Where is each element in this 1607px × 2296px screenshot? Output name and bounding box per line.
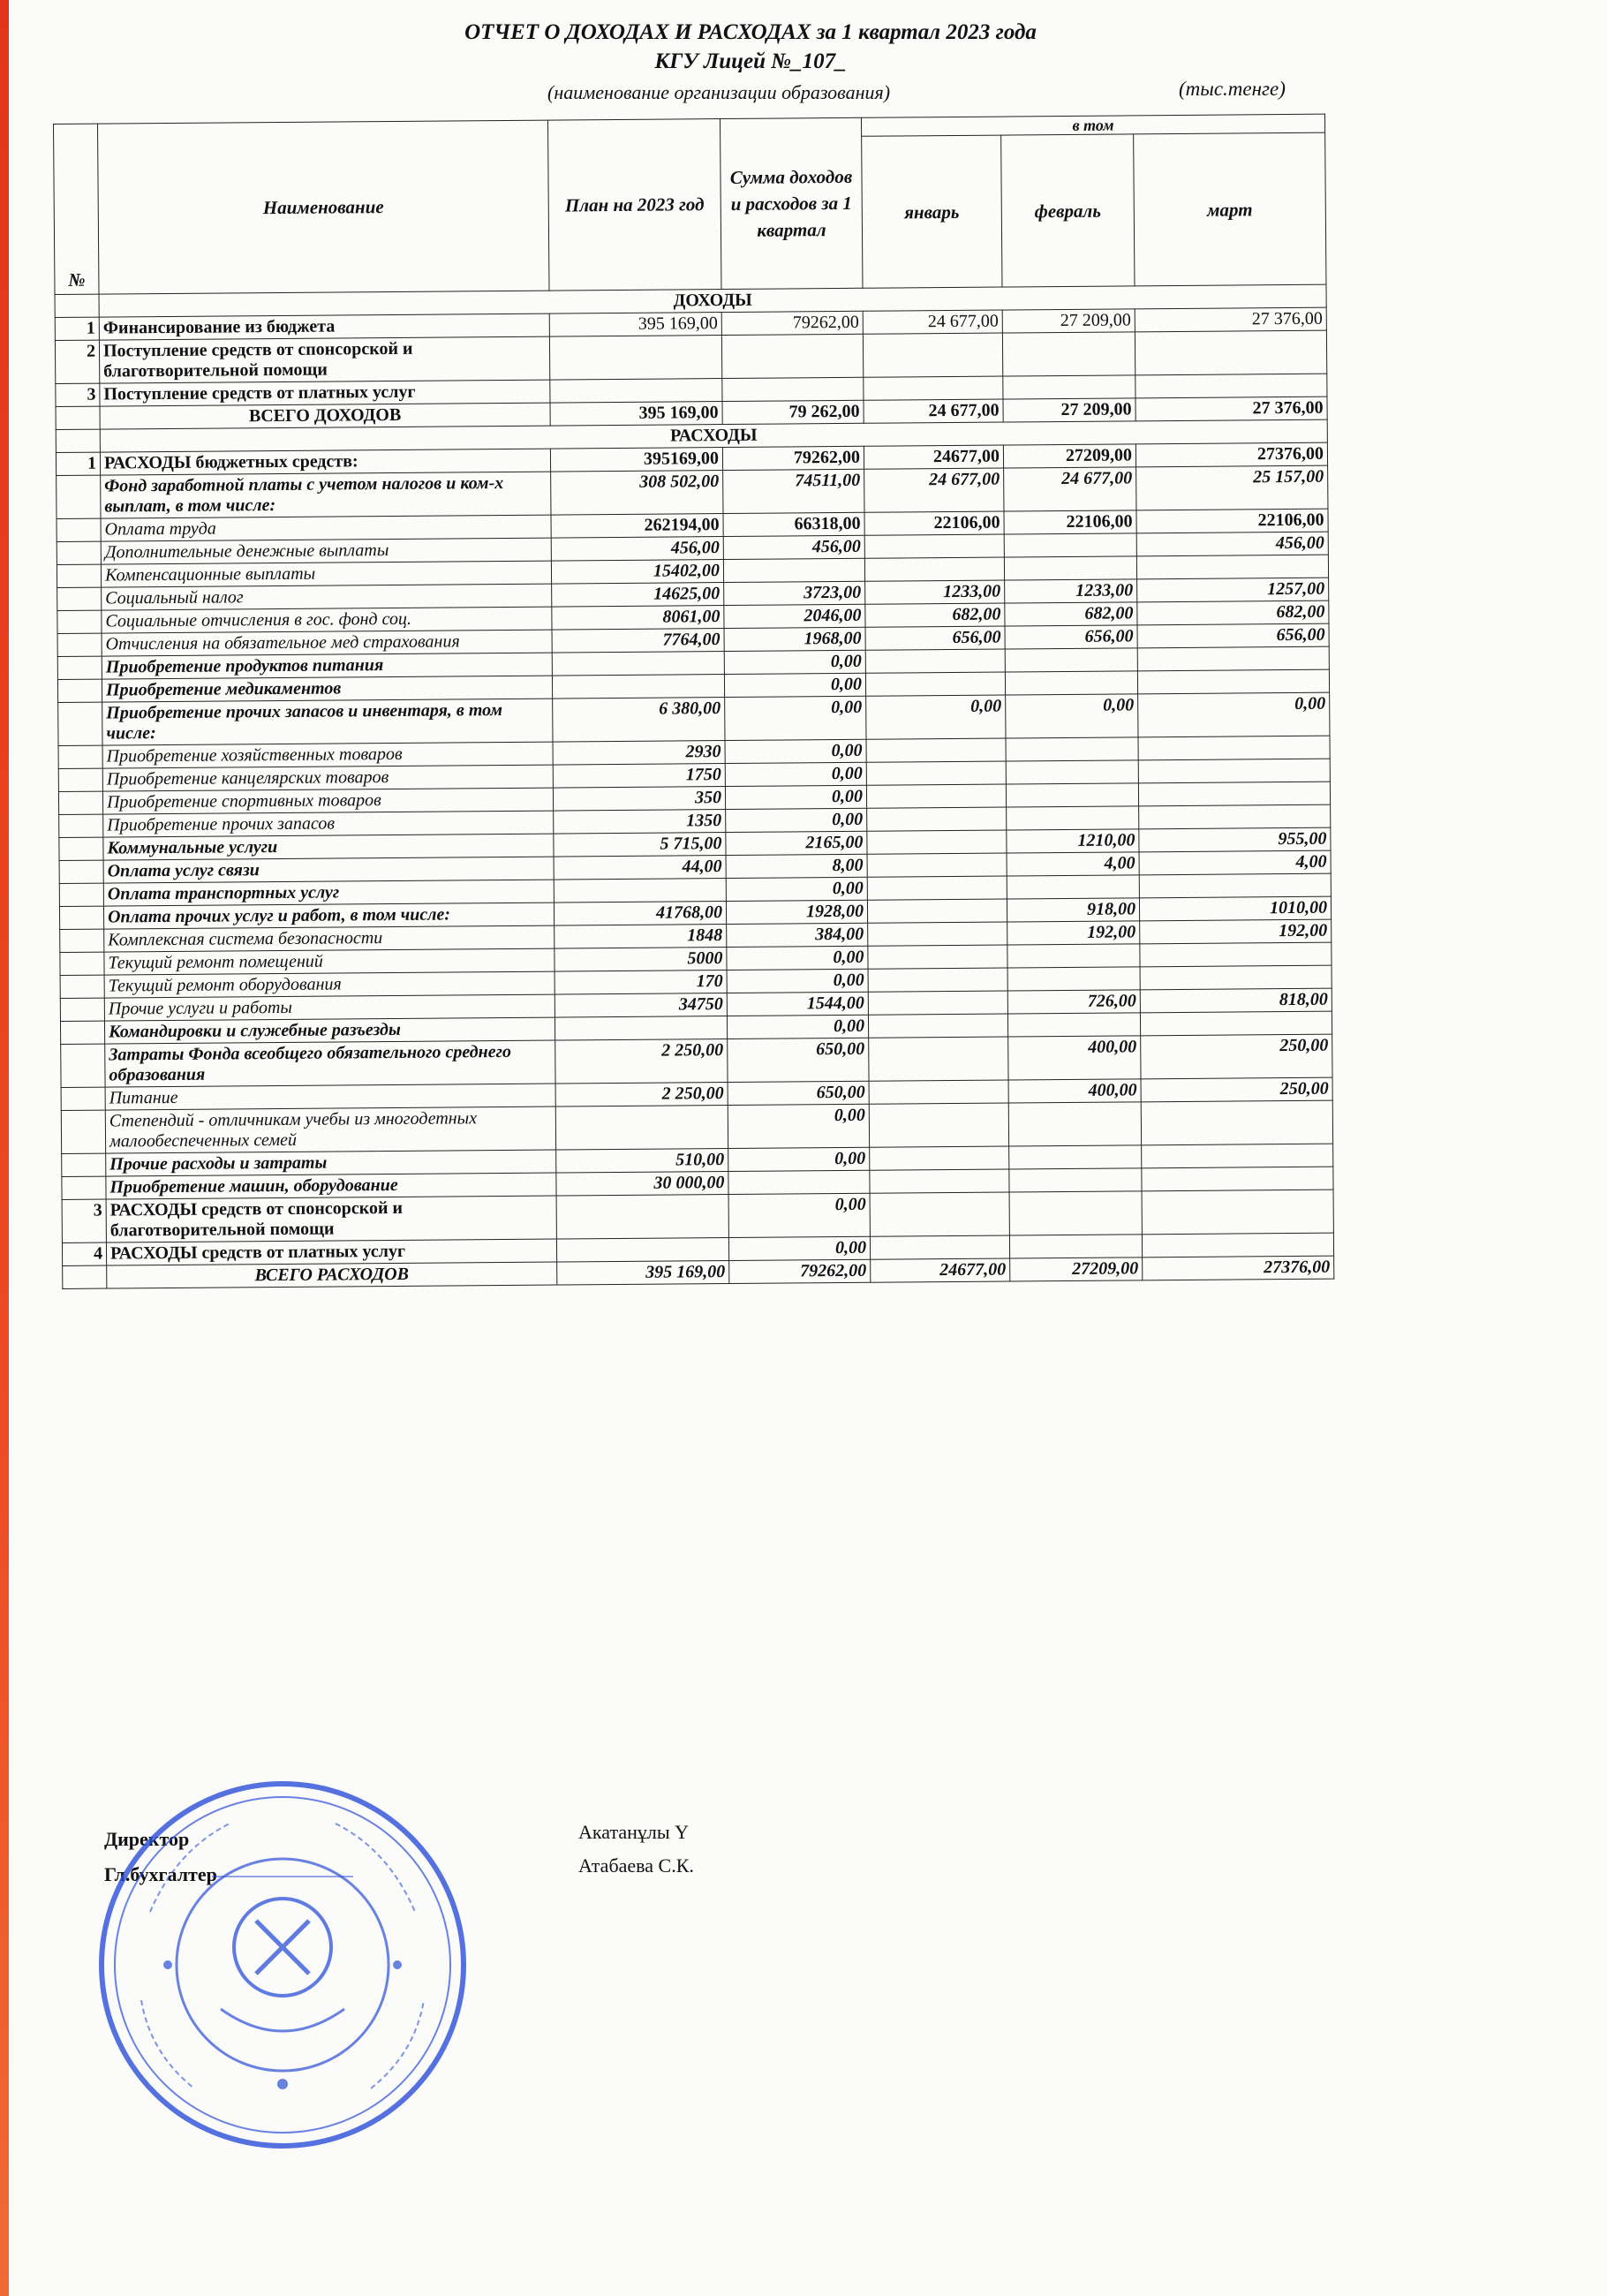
cell-feb: [1004, 533, 1136, 557]
row-no: [57, 564, 101, 587]
cell-mar: 27 376,00: [1135, 307, 1326, 332]
cell-mar: [1142, 1233, 1333, 1258]
cell-sum: 66318,00: [723, 512, 864, 536]
row-no: [59, 860, 103, 883]
cell-sum: 0,00: [725, 762, 866, 786]
row-no: [57, 587, 102, 610]
row-name: Приобретение медикаментов: [102, 676, 552, 702]
cell-jan: [866, 784, 1006, 808]
row-name: Комплексная система безопасности: [104, 925, 555, 952]
row-no: [61, 1044, 105, 1087]
cell-mar: [1141, 1100, 1332, 1145]
row-no: [61, 1087, 105, 1110]
cell-mar: [1140, 1011, 1332, 1036]
cell-mar: 4,00: [1139, 850, 1331, 875]
cell-plan: 456,00: [551, 537, 723, 562]
row-name: Питание: [105, 1084, 555, 1110]
cell-mar: 656,00: [1137, 623, 1329, 648]
cell-feb: 24 677,00: [1004, 467, 1136, 511]
cell-plan: 308 502,00: [551, 471, 723, 516]
cell-sum: 79 262,00: [722, 400, 864, 424]
cell-mar: [1140, 942, 1332, 967]
cell-plan: 1350: [554, 810, 726, 835]
cell-sum: 0,00: [727, 1015, 868, 1038]
cell-mar: [1139, 873, 1331, 898]
row-no: 3: [62, 1199, 106, 1242]
cell-jan: [870, 1146, 1009, 1170]
cell-jan: 22106,00: [864, 511, 1004, 535]
cell-jan: 24677,00: [871, 1258, 1010, 1282]
row-no: [60, 1021, 104, 1044]
row-no: [60, 975, 104, 998]
cell-mar: [1135, 374, 1327, 398]
row-name: Приобретение продуктов питания: [102, 653, 552, 679]
header-sum: Сумма доходов и расходов за 1 квартал: [720, 117, 863, 289]
cell-mar: [1138, 759, 1330, 783]
row-name: Затраты Фонда всеобщего обязательного среднего образования: [105, 1040, 555, 1087]
cell-plan: 2930: [553, 741, 725, 766]
cell-feb: 918,00: [1007, 898, 1139, 922]
cell-mar: 25 157,00: [1136, 465, 1328, 510]
row-no: [58, 702, 102, 745]
header-feb: февраль: [1001, 134, 1135, 287]
cell-plan: [554, 879, 726, 903]
cell-mar: [1142, 1167, 1333, 1191]
cell-plan: 5 715,00: [554, 833, 726, 857]
row-no: [63, 1265, 107, 1288]
cell-jan: [868, 922, 1007, 946]
row-no: [62, 1153, 106, 1176]
cell-feb: [1005, 671, 1137, 695]
cell-jan: [867, 830, 1007, 854]
row-no: [56, 406, 100, 429]
row-name: Отчисления на обязательное мед страхования: [102, 630, 552, 656]
cell-plan: [556, 1195, 728, 1240]
row-no: 1: [56, 452, 100, 475]
header-name: Наименование: [98, 120, 550, 294]
official-stamp: [88, 1771, 477, 2159]
cell-mar: 955,00: [1139, 827, 1331, 852]
cell-feb: [1005, 648, 1137, 672]
row-no: [60, 952, 104, 975]
cell-jan: [869, 1103, 1008, 1147]
cell-feb: 400,00: [1008, 1079, 1141, 1103]
cell-feb: 4,00: [1007, 852, 1139, 876]
cell-plan: 41768,00: [554, 902, 726, 926]
cell-jan: [870, 1192, 1009, 1236]
cell-sum: 0,00: [728, 1193, 870, 1237]
cell-feb: [1007, 806, 1139, 830]
row-no: [57, 656, 102, 679]
cell-feb: 22106,00: [1004, 510, 1136, 534]
cell-feb: [1008, 1102, 1141, 1146]
cell-plan: [556, 1238, 728, 1263]
cell-sum: 1968,00: [724, 627, 865, 651]
cell-plan: 395 169,00: [550, 402, 722, 427]
section-title: ДОХОДЫ: [99, 284, 1326, 317]
cell-sum: 2165,00: [726, 831, 867, 855]
cell-plan: 395 169,00: [557, 1261, 729, 1286]
cell-sum: 0,00: [725, 696, 866, 740]
cell-jan: [864, 534, 1004, 558]
cell-sum: 650,00: [728, 1038, 869, 1082]
row-name: Степендий - отличникам учебы из многодетных малообеспеченных семей: [105, 1106, 555, 1153]
cell-sum: 0,00: [724, 673, 865, 697]
cell-feb: [1006, 783, 1138, 807]
cell-feb: [1006, 737, 1138, 761]
cell-sum: 0,00: [727, 969, 868, 993]
table-header: [54, 114, 1327, 294]
cell-sum: 3723,00: [724, 581, 865, 605]
cell-jan: [863, 333, 1002, 377]
cell-jan: [867, 853, 1007, 877]
cell-feb: [1004, 556, 1136, 580]
scan-edge: [0, 0, 9, 2296]
cell-plan: [555, 1016, 727, 1041]
row-name: Оплата транспортных услуг: [103, 880, 554, 906]
cell-mar: [1138, 782, 1330, 806]
row-name: Социальный налог: [102, 584, 552, 610]
row-no: [59, 883, 103, 906]
cell-sum: 79262,00: [729, 1259, 871, 1283]
cell-feb: [1006, 760, 1138, 784]
header-jan: январь: [862, 135, 1002, 288]
cell-feb: 1233,00: [1005, 579, 1137, 603]
header-in-that: в том: [861, 114, 1324, 136]
cell-plan: [550, 379, 722, 404]
cell-sum: 79262,00: [721, 311, 863, 335]
cell-jan: 24677,00: [864, 445, 1003, 469]
cell-jan: 24 677,00: [864, 468, 1004, 512]
row-name: РАСХОДЫ средств от спонсорской и благотворительной помощи: [106, 1196, 556, 1242]
cell-sum: [721, 334, 863, 378]
cell-jan: [865, 649, 1005, 673]
cell-mar: 1010,00: [1139, 896, 1331, 921]
cell-sum: 0,00: [725, 739, 866, 763]
row-name: РАСХОДЫ бюджетных средств:: [100, 449, 550, 475]
row-name: Оплата труда: [101, 515, 551, 541]
header-mar: март: [1134, 132, 1326, 286]
cell-sum: 384,00: [727, 923, 868, 947]
cell-sum: 74511,00: [723, 469, 864, 513]
row-name: РАСХОДЫ средств от платных услуг: [106, 1239, 556, 1265]
row-no: [59, 814, 103, 837]
accountant-name: Атабаева С.К.: [578, 1854, 694, 1877]
cell-sum: 0,00: [726, 877, 867, 901]
row-name: Приобретение прочих запасов и инвентаря, в том числе:: [102, 699, 553, 745]
row-no: [58, 745, 102, 768]
row-no: [61, 1110, 105, 1153]
row-no: [57, 679, 102, 702]
row-name: Текущий ремонт помещений: [104, 948, 555, 975]
director-name: Акатанұлы Ү: [578, 1821, 690, 1843]
row-name: Приобретение спортивных товаров: [102, 788, 553, 814]
org-caption: (наименование организации образования): [547, 81, 891, 103]
cell-jan: [868, 991, 1007, 1015]
cell-plan: [549, 336, 721, 381]
cell-mar: 1257,00: [1137, 578, 1329, 602]
cell-sum: 2046,00: [724, 604, 865, 628]
cell-feb: 1210,00: [1007, 829, 1139, 853]
row-name: Текущий ремонт оборудования: [104, 971, 555, 998]
cell-feb: [1002, 332, 1135, 376]
title-line-1: ОТЧЕТ О ДОХОДАХ И РАСХОДАХ за 1 квартал 2023 года: [464, 20, 1037, 44]
row-name: Финансирование из бюджета: [99, 313, 549, 340]
cell-plan: 30 000,00: [556, 1172, 728, 1197]
row-name: Оплата прочих услуг и работ, в том числе:: [103, 903, 554, 929]
cell-plan: [552, 652, 724, 676]
cell-plan: 395169,00: [550, 448, 722, 472]
cell-sum: 1544,00: [727, 992, 868, 1016]
cell-jan: [869, 1037, 1008, 1081]
cell-plan: 2 250,00: [555, 1039, 728, 1084]
cell-feb: [1009, 1191, 1142, 1235]
cell-feb: [1007, 1013, 1140, 1037]
cell-sum: 0,00: [727, 946, 868, 970]
accountant-label: Гл.бухгалтер: [104, 1863, 217, 1885]
cell-jan: [870, 1169, 1009, 1193]
row-name: Приобретение хозяйственных товаров: [102, 742, 553, 768]
cell-jan: [869, 1080, 1008, 1104]
cell-jan: 656,00: [865, 626, 1005, 650]
cell-jan: 24 677,00: [864, 399, 1003, 423]
cell-feb: 192,00: [1007, 921, 1140, 945]
cell-mar: 818,00: [1140, 988, 1332, 1013]
row-no: [58, 791, 102, 814]
row-name: ВСЕГО ДОХОДОВ: [100, 403, 550, 429]
row-no: [57, 541, 101, 564]
cell-sum: [728, 1170, 870, 1194]
table-body: [55, 284, 1334, 1288]
row-no: [60, 929, 104, 952]
row-no: [57, 633, 102, 656]
cell-sum: 456,00: [723, 535, 864, 559]
row-no: 2: [55, 340, 99, 383]
cell-jan: 682,00: [865, 603, 1005, 627]
cell-plan: 15402,00: [551, 560, 723, 585]
unit-label: (тыс.тенге): [1179, 78, 1286, 100]
cell-sum: 0,00: [728, 1147, 870, 1171]
cell-feb: 27209,00: [1003, 444, 1135, 468]
cell-plan: 1750: [553, 764, 725, 789]
cell-feb: [1007, 944, 1140, 968]
cell-sum: 0,00: [726, 808, 867, 832]
cell-plan: 350: [553, 787, 725, 812]
cell-mar: [1136, 555, 1328, 579]
cell-feb: 0,00: [1006, 694, 1138, 738]
header-no: №: [54, 124, 100, 294]
cell-mar: [1137, 646, 1329, 671]
cell-jan: [867, 899, 1007, 923]
cell-sum: 8,00: [726, 854, 867, 878]
cell-plan: 510,00: [556, 1149, 728, 1174]
report-table: [53, 114, 1334, 1289]
cell-mar: 27376,00: [1143, 1256, 1334, 1280]
cell-mar: 250,00: [1141, 1077, 1332, 1102]
cell-mar: 0,00: [1138, 692, 1330, 737]
row-name: Коммунальные услуги: [103, 834, 554, 860]
cell-jan: 1233,00: [865, 580, 1005, 604]
cell-plan: 44,00: [554, 856, 726, 880]
cell-plan: 395 169,00: [549, 313, 721, 337]
cell-sum: 0,00: [725, 785, 866, 809]
row-no: [58, 768, 102, 791]
cell-mar: 22106,00: [1136, 509, 1328, 533]
cell-feb: [1009, 1145, 1142, 1169]
row-name: Социальные отчисления в гос. фонд соц.: [102, 607, 552, 633]
cell-sum: 0,00: [728, 1236, 870, 1260]
cell-jan: [864, 557, 1004, 581]
cell-sum: 650,00: [728, 1081, 869, 1105]
row-no: [59, 837, 103, 860]
row-no: [57, 518, 101, 541]
cell-feb: [1009, 1168, 1142, 1192]
cell-plan: 7764,00: [552, 629, 724, 653]
cell-mar: 192,00: [1140, 919, 1332, 944]
row-no: [55, 294, 99, 317]
cell-feb: [1007, 967, 1140, 991]
report-title: [380, 18, 1121, 76]
cell-plan: 34750: [555, 993, 727, 1018]
cell-jan: [867, 807, 1007, 831]
cell-mar: [1135, 330, 1326, 375]
cell-sum: 1928,00: [726, 900, 867, 924]
row-name: Поступление средств от спонсорской и благотворительной помощи: [99, 336, 549, 383]
cell-jan: [865, 672, 1005, 696]
row-no: [60, 998, 104, 1021]
cell-jan: [868, 968, 1007, 992]
cell-plan: [555, 1106, 728, 1151]
row-no: 4: [62, 1242, 106, 1265]
cell-feb: [1009, 1235, 1142, 1258]
cell-feb: [1003, 375, 1135, 399]
cell-mar: [1142, 1144, 1333, 1168]
cell-mar: 682,00: [1137, 600, 1329, 625]
row-no: [57, 475, 101, 518]
cell-plan: [552, 675, 724, 699]
cell-jan: 24 677,00: [863, 310, 1002, 334]
cell-plan: 1848: [555, 925, 727, 949]
row-no: [56, 429, 100, 452]
cell-mar: [1140, 965, 1332, 990]
row-name: Приобретение канцелярских товаров: [102, 765, 553, 791]
cell-feb: 27209,00: [1010, 1258, 1143, 1281]
cell-plan: 170: [555, 971, 727, 995]
cell-mar: [1137, 669, 1329, 694]
cell-mar: 27 376,00: [1135, 397, 1327, 421]
cell-feb: 682,00: [1005, 602, 1137, 626]
row-no: [62, 1176, 106, 1199]
header-plan: План на 2023 год: [547, 119, 721, 291]
row-no: [57, 610, 102, 633]
row-name: Оплата услуг связи: [103, 857, 554, 883]
cell-sum: 0,00: [724, 650, 865, 674]
section-title: РАСХОДЫ: [100, 419, 1327, 452]
cell-jan: 0,00: [866, 695, 1006, 739]
cell-sum: [722, 377, 864, 401]
cell-plan: 262194,00: [551, 514, 723, 539]
cell-sum: [723, 558, 864, 582]
row-name: Фонд заработной платы с учетом налогов и ком-х выплат, в том числе:: [101, 472, 551, 518]
cell-jan: [866, 738, 1006, 762]
cell-jan: [866, 761, 1006, 785]
cell-mar: [1139, 804, 1331, 829]
cell-feb: 27 209,00: [1002, 309, 1135, 333]
cell-sum: 0,00: [728, 1104, 869, 1148]
cell-feb: 726,00: [1007, 990, 1140, 1014]
cell-plan: 5000: [555, 948, 727, 972]
cell-mar: [1142, 1190, 1333, 1235]
cell-plan: 8061,00: [552, 606, 724, 631]
cell-sum: 79262,00: [722, 446, 864, 470]
cell-feb: 400,00: [1008, 1036, 1141, 1080]
cell-mar: 456,00: [1136, 532, 1328, 556]
cell-jan: [864, 376, 1003, 400]
cell-mar: 27376,00: [1135, 442, 1327, 467]
row-name: Дополнительные денежные выплаты: [101, 538, 551, 564]
row-no: 3: [56, 383, 100, 406]
row-name: ВСЕГО РАСХОДОВ: [107, 1262, 557, 1288]
cell-mar: 250,00: [1141, 1034, 1332, 1079]
title-line-2: КГУ Лицей №_107_: [654, 49, 847, 73]
cell-feb: 27 209,00: [1003, 398, 1135, 422]
cell-mar: [1138, 736, 1330, 760]
cell-jan: [868, 945, 1007, 969]
cell-plan: 14625,00: [552, 583, 724, 608]
row-name: Прочие расходы и затраты: [106, 1150, 556, 1176]
row-name: Командировки и служебные разъезды: [104, 1017, 555, 1044]
cell-jan: [868, 1014, 1007, 1038]
cell-jan: [870, 1235, 1009, 1259]
row-name: Прочие услуги и работы: [104, 994, 555, 1021]
director-label: Директор: [104, 1828, 190, 1850]
cell-plan: 2 250,00: [555, 1083, 728, 1107]
cell-feb: 656,00: [1005, 625, 1137, 649]
cell-jan: [867, 876, 1007, 900]
row-no: 1: [55, 317, 99, 340]
row-no: [59, 906, 103, 929]
cell-plan: 6 380,00: [553, 698, 725, 743]
row-name: Приобретение машин, оборудование: [106, 1173, 556, 1199]
row-name: Приобретение прочих запасов: [103, 811, 554, 837]
row-name: Компенсационные выплаты: [101, 561, 551, 587]
cell-feb: [1007, 875, 1139, 899]
row-name: Поступление средств от платных услуг: [100, 380, 550, 406]
